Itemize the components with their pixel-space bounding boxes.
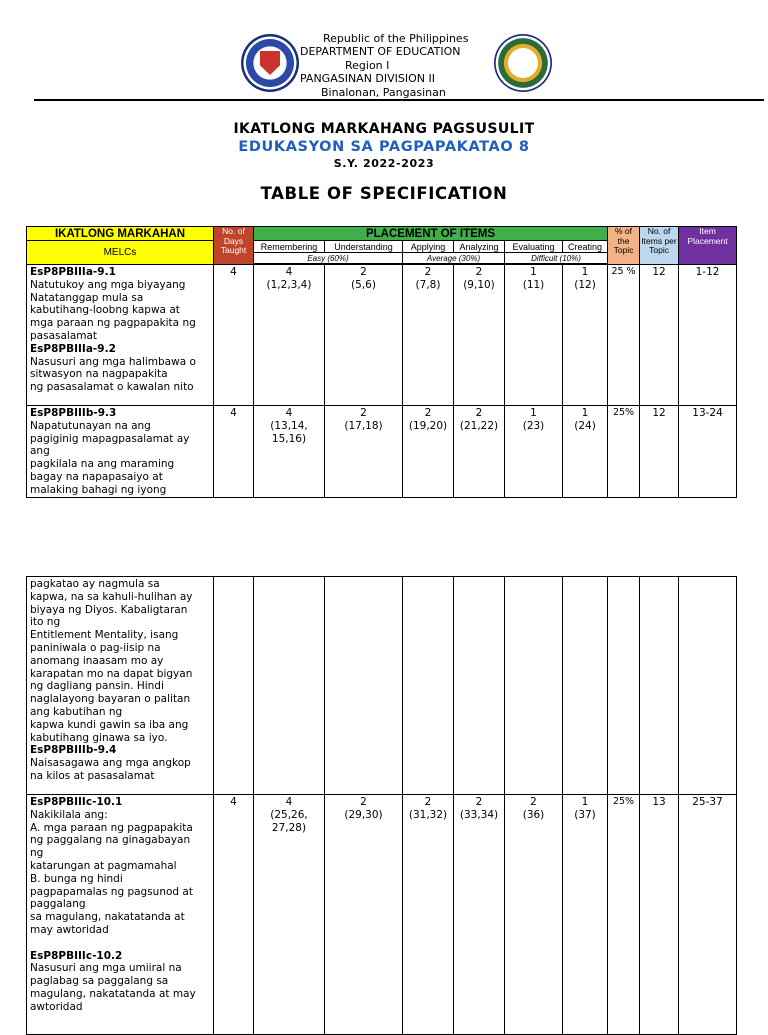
- item-count: 1: [581, 407, 589, 419]
- item-count: 2: [360, 266, 367, 278]
- item-count: 2: [424, 266, 432, 278]
- melc-text: paggalang: [30, 898, 86, 911]
- melc-text: ang: [30, 445, 50, 458]
- items-per-topic-cell: 13: [640, 795, 679, 1035]
- item-numbers: (21,22): [459, 419, 499, 432]
- item-count: 2: [424, 796, 432, 808]
- melc-text: Nakikilala ang:: [30, 808, 108, 821]
- subject-title: EDUKASYON SA PAGPAPAKATAO 8: [238, 139, 530, 155]
- melc-cell: [27, 795, 214, 1035]
- item-numbers: (17,18): [344, 419, 383, 432]
- melc-text: biyaya ng Diyos. Kabaligtaran: [30, 603, 188, 616]
- titles-block: [0, 121, 768, 203]
- creating-cell: [563, 265, 608, 406]
- understanding-cell: [325, 577, 403, 795]
- school-year: S.Y. 2022-2023: [333, 157, 435, 170]
- items-per-topic-cell: 12: [640, 406, 679, 498]
- percent-topic-cell: [608, 577, 640, 795]
- easy-level-header: Easy (60%): [254, 253, 403, 264]
- days-cell: 4: [214, 265, 254, 406]
- creating-cell: [563, 406, 608, 498]
- quarter-header: IKATLONG MARKAHAN: [27, 227, 214, 241]
- applying-cell: [403, 265, 454, 406]
- item-numbers: 15,16): [271, 432, 307, 445]
- melc-text: kabutihang-loobng kapwa at: [30, 304, 180, 317]
- letterhead-country: Republic of the Philippines: [323, 32, 469, 45]
- item-numbers: (1,2,3,4): [266, 278, 312, 291]
- melc-text: katarungan at pagmamahal: [30, 859, 177, 872]
- difficult-level-header: Difficult (10%): [505, 253, 608, 264]
- days-cell: 4: [214, 406, 254, 498]
- days-cell: 4: [214, 795, 254, 1035]
- item-numbers: (11): [522, 278, 545, 291]
- melc-text: pagiginig mapagpasalamat ay: [30, 432, 190, 445]
- item-numbers: (37): [574, 808, 596, 821]
- melc-text: kapwa, na sa kahuli-hulihan ay: [30, 590, 193, 603]
- melc-text: malaking bahagi ng iyong: [30, 483, 167, 496]
- days-taught-header: No. of Days Taught: [214, 227, 254, 265]
- melc-text: sa magulang, nakatatanda at: [30, 911, 185, 924]
- items-per-topic-cell: 12: [640, 265, 679, 406]
- letterhead-department: DEPARTMENT OF EDUCATION: [300, 45, 461, 59]
- applying-cell: [403, 406, 454, 498]
- melc-cell: [27, 406, 214, 498]
- item-count: 2: [475, 407, 483, 419]
- item-count: 2: [360, 796, 367, 808]
- melc-text: B. bunga ng hindi: [30, 872, 123, 885]
- evaluating-cell: [505, 265, 563, 406]
- understanding-cell: [325, 406, 403, 498]
- letterhead-location: Binalonan, Pangasinan: [321, 85, 446, 99]
- analyzing-header: Analyzing: [454, 241, 505, 253]
- analyzing-cell: [454, 577, 505, 795]
- item-numbers: (23): [522, 419, 545, 432]
- pangasinan-division-seal-logo: [494, 34, 552, 92]
- item-placement-cell: 25-37: [679, 795, 737, 1035]
- melcs-header: MELCs: [27, 241, 214, 265]
- header-divider: [34, 99, 764, 101]
- melc-code: EsP8PBIIIc-10.1: [30, 796, 123, 808]
- item-numbers: 27,28): [271, 821, 307, 834]
- percent-topic-cell: 25%: [608, 795, 640, 1035]
- table-row: [27, 265, 737, 406]
- melc-text: kapwa kundi gawin sa iba ang: [30, 718, 189, 731]
- item-count: 4: [285, 796, 293, 808]
- melc-text: Entitlement Mentality, isang: [30, 629, 179, 642]
- melc-text: Naisasagawa ang mga angkop: [30, 757, 191, 770]
- melc-code: EsP8PBIIIa-9.1: [30, 266, 116, 278]
- understanding-header: Understanding: [325, 241, 403, 253]
- melc-text: ng pasasalamat o kawalan nito: [30, 381, 194, 394]
- melc-text: mga paraan ng pagpapakita ng: [30, 317, 196, 330]
- melc-text: na kilos at pasasalamat: [30, 769, 155, 782]
- melc-text: magulang, nakatatanda at may: [30, 987, 196, 1000]
- melc-text: Napatutunayan na ang: [30, 419, 151, 432]
- item-count: 2: [475, 796, 483, 808]
- item-placement-cell: 1-12: [679, 265, 737, 406]
- item-numbers: (25,26,: [270, 808, 308, 821]
- melc-text: ito ng: [30, 616, 61, 629]
- melc-text: ng paggalang na ginagabayan: [30, 834, 191, 847]
- analyzing-cell: [454, 265, 505, 406]
- item-numbers: (9,10): [463, 278, 495, 291]
- item-count: 1: [581, 796, 589, 808]
- item-numbers: (12): [574, 278, 596, 291]
- placement-header: PLACEMENT OF ITEMS: [254, 227, 608, 241]
- item-numbers: (33,34): [459, 808, 499, 821]
- remembering-cell: [254, 795, 325, 1035]
- creating-header: Creating: [563, 241, 608, 253]
- percent-topic-cell: 25 %: [608, 265, 640, 406]
- creating-cell: [563, 577, 608, 795]
- item-placement-header: Item Placement: [679, 227, 737, 265]
- days-cell: [214, 577, 254, 795]
- remembering-header: Remembering: [254, 241, 325, 253]
- percent-topic-header: % of the Topic: [608, 227, 640, 265]
- item-count: 2: [530, 796, 537, 808]
- melc-text: A. mga paraan ng pagpapakita: [30, 821, 193, 834]
- melc-text: kabutihang ginawa sa iyo.: [30, 731, 168, 744]
- letterhead-text: [300, 32, 500, 99]
- evaluating-header: Evaluating: [505, 241, 563, 253]
- specification-table: [26, 226, 737, 498]
- item-count: 1: [581, 266, 589, 278]
- melc-text: bagay na napapasaiyo at: [30, 470, 163, 483]
- item-numbers: (19,20): [408, 419, 448, 432]
- table-row: [27, 577, 737, 795]
- melc-code: EsP8PBIIIb-9.3: [30, 407, 117, 419]
- items-per-topic-header: No. of Items per Topic: [640, 227, 679, 265]
- melc-text: paniniwala o pag-iisip na: [30, 641, 161, 654]
- applying-cell: [403, 577, 454, 795]
- melc-text: ng dagliang pansin. Hindi: [30, 680, 164, 693]
- letterhead-division: PANGASINAN DIVISION II: [300, 72, 436, 86]
- item-count: 4: [285, 266, 293, 278]
- remembering-cell: [254, 406, 325, 498]
- melc-code: EsP8PBIIIa-9.2: [30, 342, 116, 355]
- item-numbers: (36): [522, 808, 545, 821]
- analyzing-cell: [454, 406, 505, 498]
- item-numbers: (13,14,: [270, 419, 308, 432]
- melc-text: Natutukoy ang mga biyayang: [30, 278, 186, 291]
- melc-cell: [27, 577, 214, 795]
- melc-text: Nasusuri ang mga umiiral na: [30, 962, 182, 975]
- item-count: 2: [424, 407, 432, 419]
- applying-header: Applying: [403, 241, 454, 253]
- deped-seal-shield-icon: [260, 51, 280, 75]
- item-numbers: (7,8): [415, 278, 441, 291]
- item-placement-cell: [679, 577, 737, 795]
- item-count: 2: [475, 266, 483, 278]
- creating-cell: [563, 795, 608, 1035]
- deped-seal-logo: [241, 34, 299, 92]
- table-row: [27, 795, 737, 1035]
- item-count: 4: [285, 407, 293, 419]
- letterhead-region: Region I: [345, 58, 390, 72]
- item-count: 1: [530, 266, 537, 278]
- evaluating-cell: [505, 406, 563, 498]
- melc-text: pagpapamalas ng pagsunod at: [30, 885, 193, 898]
- items-per-topic-cell: [640, 577, 679, 795]
- analyzing-cell: [454, 795, 505, 1035]
- melc-text: pasasalamat: [30, 329, 98, 342]
- melc-text: Nasusuri ang mga halimbawa o: [30, 355, 196, 368]
- melc-text: ng: [30, 847, 44, 860]
- spacer: [30, 937, 210, 950]
- remembering-cell: [254, 265, 325, 406]
- average-level-header: Average (30%): [403, 253, 505, 264]
- item-numbers: (5,6): [351, 278, 376, 291]
- document-title: TABLE OF SPECIFICATION: [260, 184, 508, 203]
- melc-text: naglalayong bayaran o palitan: [30, 693, 191, 706]
- melc-text: ang kabutihan ng: [30, 705, 123, 718]
- melc-code: EsP8PBIIIb-9.4: [30, 744, 117, 757]
- percent-topic-cell: 25%: [608, 406, 640, 498]
- melc-text: karapatan mo na dapat bigyan: [30, 667, 193, 680]
- melc-text: Natatanggap mula sa: [30, 291, 144, 304]
- evaluating-cell: [505, 795, 563, 1035]
- melc-text: anomang inaasam mo ay: [30, 654, 164, 667]
- table-row: [27, 406, 737, 498]
- melc-text: pagkatao ay nagmula sa: [30, 578, 160, 590]
- specification-table-continued: [26, 576, 737, 1035]
- item-numbers: (29,30): [344, 808, 383, 821]
- document-header: [0, 0, 768, 110]
- remembering-cell: [254, 577, 325, 795]
- exam-title: IKATLONG MARKAHANG PAGSUSULIT: [233, 121, 535, 137]
- evaluating-cell: [505, 577, 563, 795]
- melc-text: sitwasyon na nagpapakita: [30, 368, 168, 381]
- melc-text: awtoridad: [30, 1000, 83, 1013]
- melc-cell: [27, 265, 214, 406]
- melc-text: pagkilala na ang maraming: [30, 458, 175, 471]
- understanding-cell: [325, 795, 403, 1035]
- item-numbers: (31,32): [408, 808, 448, 821]
- item-numbers: (24): [574, 419, 596, 432]
- item-placement-cell: 13-24: [679, 406, 737, 498]
- melc-text: paglabag sa paggalang sa: [30, 975, 169, 988]
- applying-cell: [403, 795, 454, 1035]
- item-count: 2: [360, 407, 367, 419]
- item-count: 1: [530, 407, 537, 419]
- understanding-cell: [325, 265, 403, 406]
- melc-text: may awtoridad: [30, 923, 109, 936]
- melc-code: EsP8PBIIIc-10.2: [30, 949, 123, 962]
